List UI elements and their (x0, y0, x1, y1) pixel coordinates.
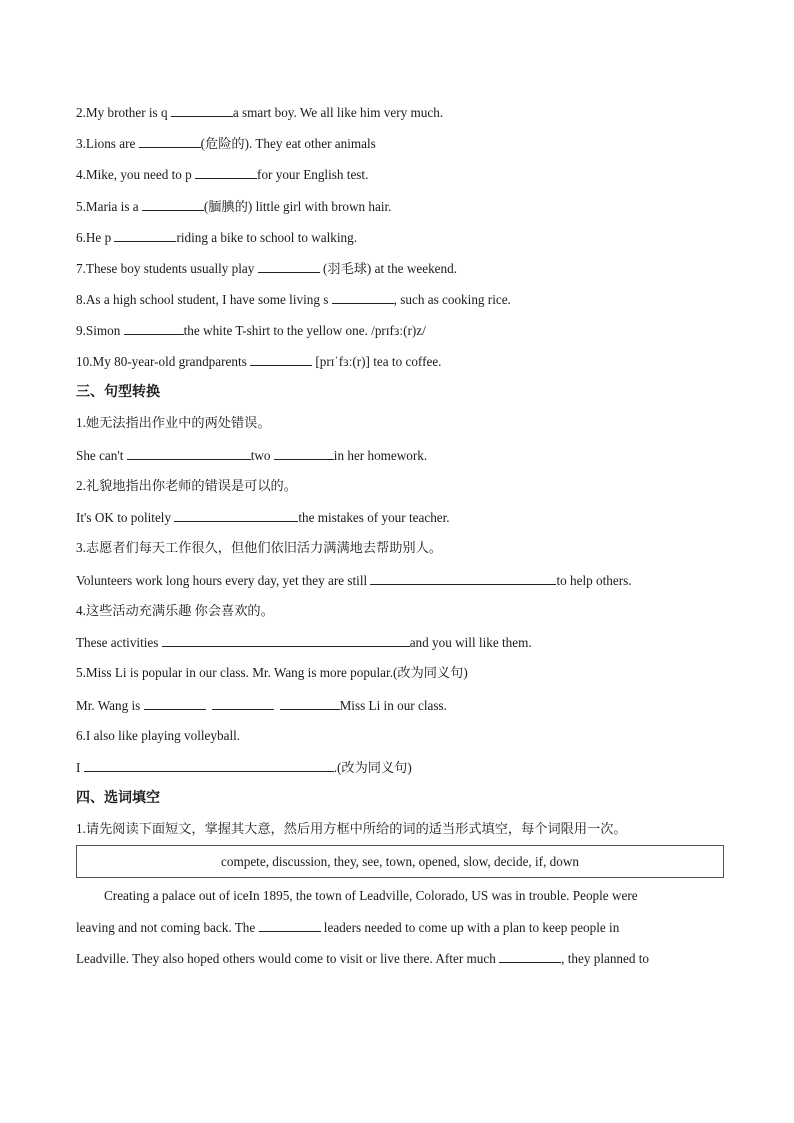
item-text: (腼腆的) little girl with brown hair. (203, 199, 392, 214)
sentence-text: .(改为同义句) (333, 760, 412, 775)
item-5 (76, 197, 391, 216)
q6-prompt: 6.I also like playing volleyball. (76, 728, 241, 743)
item-text: (危险的). They eat other animals (200, 136, 376, 151)
answer-blank[interactable] (332, 290, 394, 304)
word-bank-box (76, 845, 724, 878)
answer-blank[interactable] (174, 508, 298, 522)
answer-blank[interactable] (142, 197, 204, 211)
answer-blank[interactable] (250, 352, 312, 366)
answer-blank[interactable] (127, 446, 251, 460)
passage-text: leaders needed to come up with a plan to keep people in (320, 920, 620, 935)
q4-chinese: 4.这些活动充满乐趣 你会喜欢的。 (76, 603, 274, 618)
sentence-text: in her homework. (333, 448, 428, 463)
q2-chinese: 2.礼貌地指出你老师的错误是可以的。 (76, 478, 297, 493)
item-text: [prɪˈfɜː(r)] tea to coffee. (312, 354, 442, 369)
item-text: , such as cooking rice. (393, 292, 511, 307)
item-4 (76, 165, 368, 184)
sentence-text: the mistakes of your teacher. (298, 510, 450, 525)
answer-blank[interactable] (280, 696, 340, 710)
item-text: 6.He p (76, 230, 115, 245)
q6-sentence (76, 758, 412, 777)
item-text: 10.My 80-year-old grandparents (76, 354, 251, 369)
answer-blank[interactable] (84, 758, 334, 772)
sentence-text: two (250, 448, 274, 463)
sentence-text: Volunteers work long hours every day, yet they are still (76, 573, 371, 588)
sentence-text: Miss Li in our class. (339, 698, 447, 713)
answer-blank[interactable] (499, 949, 561, 963)
sentence-text: and you will like them. (409, 635, 532, 650)
sentence-text: to help others. (556, 573, 632, 588)
item-text: 4.Mike, you need to p (76, 167, 196, 182)
answer-blank[interactable] (114, 228, 176, 242)
passage-text: Leadville. They also hoped others would come to visit or live there. After much (76, 951, 500, 966)
answer-blank[interactable] (162, 633, 410, 647)
item-9 (76, 321, 426, 340)
answer-blank[interactable] (370, 571, 556, 585)
answer-blank[interactable] (258, 259, 320, 273)
item-text: 3.Lions are (76, 136, 139, 151)
item-text: 2.My brother is q (76, 105, 171, 120)
section-4-instruction: 1.请先阅读下面短文，掌握其大意，然后用方框中所给的词的适当形式填空，每个词限用一次。 (76, 821, 627, 836)
q2-sentence (76, 508, 450, 527)
answer-blank[interactable] (171, 103, 233, 117)
passage-line-3 (76, 949, 649, 968)
sentence-text: I (76, 760, 84, 775)
answer-blank[interactable] (139, 134, 201, 148)
passage-line-2 (76, 918, 619, 937)
item-2 (76, 103, 443, 122)
item-text: riding a bike to school to walking. (176, 230, 358, 245)
q3-chinese: 3.志愿者们每天工作很久，但他们依旧活力满满地去帮助别人。 (76, 540, 442, 555)
item-text: 9.Simon (76, 323, 124, 338)
q3-sentence (76, 571, 632, 590)
sentence-text: These activities (76, 635, 162, 650)
q1-sentence (76, 446, 427, 465)
sentence-text: It's OK to politely (76, 510, 175, 525)
item-text: 7.These boy students usually play (76, 261, 258, 276)
item-text: the white T-shirt to the yellow one. /prɪfɜː(r)z/ (183, 323, 426, 338)
item-text: (羽毛球) at the weekend. (319, 261, 457, 276)
section-4-heading: 四、选词填空 (76, 790, 160, 806)
word-bank-text: compete, discussion, they, see, town, opened, slow, decide, if, down (221, 853, 579, 869)
sentence-text: Mr. Wang is (76, 698, 144, 713)
q5-prompt: 5.Miss Li is popular in our class. Mr. Wang is more popular.(改为同义句) (76, 665, 468, 680)
q5-sentence (76, 696, 447, 715)
item-10 (76, 352, 441, 371)
answer-blank[interactable] (195, 165, 257, 179)
passage-text: leaving and not coming back. The (76, 920, 259, 935)
section-3-heading: 三、句型转换 (76, 384, 160, 400)
answer-blank[interactable] (259, 918, 321, 932)
sentence-text: She can't (76, 448, 127, 463)
item-3 (76, 134, 376, 153)
answer-blank[interactable] (274, 446, 334, 460)
item-6 (76, 228, 357, 247)
item-text: 8.As a high school student, I have some living s (76, 292, 332, 307)
q1-chinese: 1.她无法指出作业中的两处错误。 (76, 415, 271, 430)
item-text: a smart boy. We all like him very much. (232, 105, 444, 120)
item-8 (76, 290, 511, 309)
item-text: for your English test. (257, 167, 369, 182)
passage-line-1: Creating a palace out of iceIn 1895, the town of Leadville, Colorado, US was in trouble. People were (104, 888, 638, 903)
q4-sentence (76, 633, 532, 652)
answer-blank[interactable] (144, 696, 206, 710)
answer-blank[interactable] (124, 321, 184, 335)
passage-text: , they planned to (561, 951, 650, 966)
item-text: 5.Maria is a (76, 199, 142, 214)
answer-blank[interactable] (212, 696, 274, 710)
item-7 (76, 259, 457, 278)
